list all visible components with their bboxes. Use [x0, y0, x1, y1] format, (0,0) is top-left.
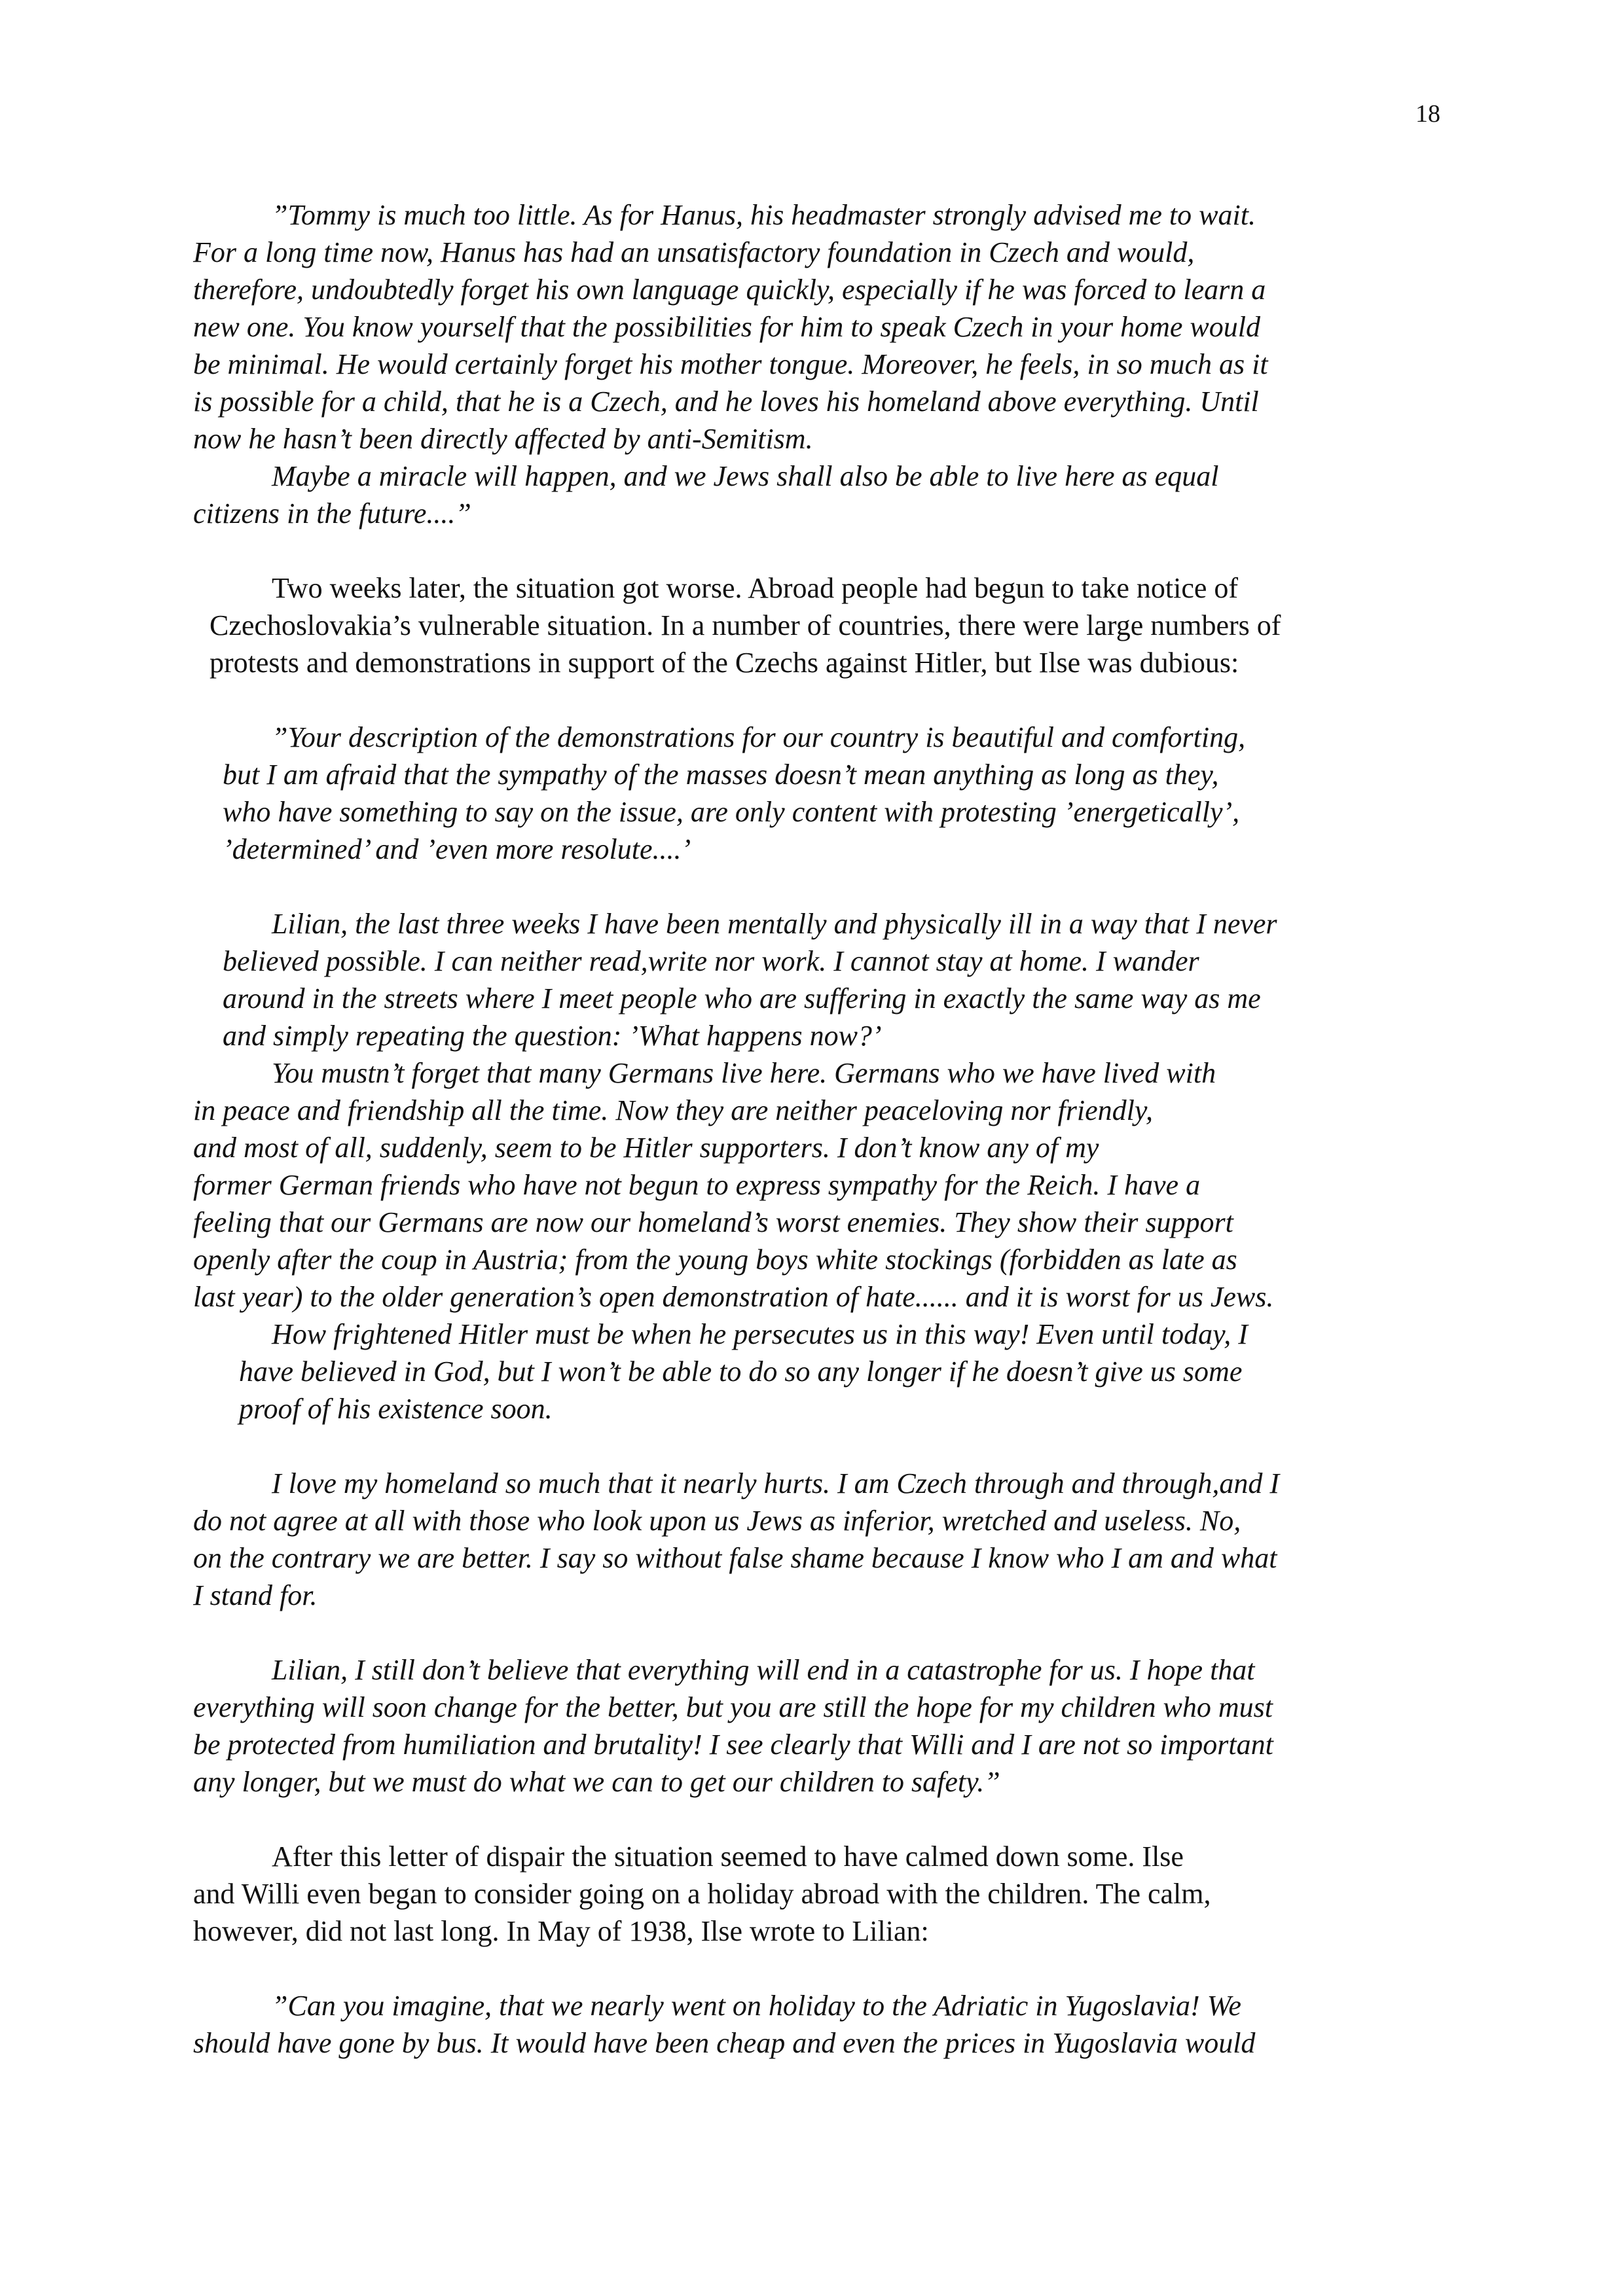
text-line: new one. You know yourself that the possibilities for him to speak Czech in your home would	[193, 311, 1260, 343]
text-line: openly after the coup in Austria; from the young boys white stockings (forbidden as late as	[193, 1244, 1237, 1276]
text-line: Lilian, the last three weeks I have been mentally and physically ill in a way that I never	[272, 908, 1277, 940]
text-line: but I am afraid that the sympathy of the masses doesn’t mean anything as long as they,	[223, 759, 1219, 791]
text-line: former German friends who have not begun to express sympathy for the Reich. I have a	[193, 1169, 1201, 1201]
text-line: I stand for.	[193, 1579, 318, 1611]
text-line: believed possible. I can neither read,write nor work. I cannot stay at home. I wander	[223, 945, 1199, 977]
text-line: Lilian, I still don’t believe that everything will end in a catastrophe for us. I hope that	[272, 1654, 1255, 1686]
text-line: and Willi even began to consider going on a holiday abroad with the children. The calm,	[193, 1878, 1211, 1910]
text-line: ”Tommy is much too little. As for Hanus, his headmaster strongly advised me to wait.	[272, 199, 1256, 231]
text-line: on the contrary we are better. I say so without false shame because I know who I am and what	[193, 1542, 1277, 1574]
text-line: be minimal. He would certainly forget his mother tongue. Moreover, he feels, in so much as it	[193, 348, 1268, 380]
text-line: After this letter of dispair the situation seemed to have calmed down some. Ilse	[272, 1840, 1184, 1873]
text-line: feeling that our Germans are now our homeland’s worst enemies. They show their support	[193, 1206, 1233, 1238]
text-line: who have something to say on the issue, are only content with protesting ’energetically’,	[223, 796, 1240, 828]
text-line: citizens in the future....”	[193, 497, 471, 529]
text-line: everything will soon change for the better, but you are still the hope for my children who must	[193, 1691, 1273, 1723]
text-line: last year) to the older generation’s open demonstration of hate...... and it is worst for us Jews.	[193, 1281, 1274, 1313]
text-line: do not agree at all with those who look upon us Jews as inferior, wretched and useless. No,	[193, 1505, 1241, 1537]
text-line: in peace and friendship all the time. Now they are neither peaceloving nor friendly,	[193, 1094, 1153, 1126]
text-line: Two weeks later, the situation got worse. Abroad people had begun to take notice of	[272, 572, 1239, 604]
text-line: therefore, undoubtedly forget his own language quickly, especially if he was forced to learn a	[193, 274, 1266, 306]
text-line: should have gone by bus. It would have been cheap and even the prices in Yugoslavia would	[193, 2027, 1256, 2059]
text-line: have believed in God, but I won’t be able to do so any longer if he doesn’t give us some	[239, 1355, 1243, 1388]
text-line: proof of his existence soon.	[239, 1393, 553, 1425]
text-line: ”Can you imagine, that we nearly went on holiday to the Adriatic in Yugoslavia! We	[272, 1990, 1241, 2022]
text-line: protests and demonstrations in support of the Czechs against Hitler, but Ilse was dubious:	[210, 647, 1239, 679]
page-number: 18	[1415, 100, 1440, 128]
text-line: How frightened Hitler must be when he persecutes us in this way! Even until today, I	[272, 1318, 1248, 1350]
text-line: and simply repeating the question: ’What happens now?’	[223, 1020, 882, 1052]
text-line: and most of all, suddenly, seem to be Hitler supporters. I don’t know any of my	[193, 1132, 1099, 1164]
text-line: around in the streets where I meet people who are suffering in exactly the same way as me	[223, 982, 1261, 1014]
text-line: For a long time now, Hanus has had an unsatisfactory foundation in Czech and would,	[193, 236, 1195, 268]
text-line: Maybe a miracle will happen, and we Jews shall also be able to live here as equal	[272, 460, 1219, 492]
text-line: be protected from humiliation and brutality! I see clearly that Willi and I are not so important	[193, 1729, 1273, 1761]
text-line: now he hasn’t been directly affected by anti-Semitism.	[193, 423, 813, 455]
text-line: I love my homeland so much that it nearly hurts. I am Czech through and through,and I	[272, 1467, 1280, 1499]
text-line: ”Your description of the demonstrations for our country is beautiful and comforting,	[272, 721, 1246, 753]
text-line: You mustn’t forget that many Germans live here. Germans who we have lived with	[272, 1057, 1216, 1089]
text-line: however, did not last long. In May of 1938, Ilse wrote to Lilian:	[193, 1915, 929, 1947]
text-line: ’determined’ and ’even more resolute....’	[223, 833, 691, 865]
text-line: Czechoslovakia’s vulnerable situation. In a number of countries, there were large numbers of	[210, 609, 1281, 641]
text-line: is possible for a child, that he is a Czech, and he loves his homeland above everything. Until	[193, 386, 1259, 418]
text-line: any longer, but we must do what we can to get our children to safety.”	[193, 1766, 1000, 1798]
